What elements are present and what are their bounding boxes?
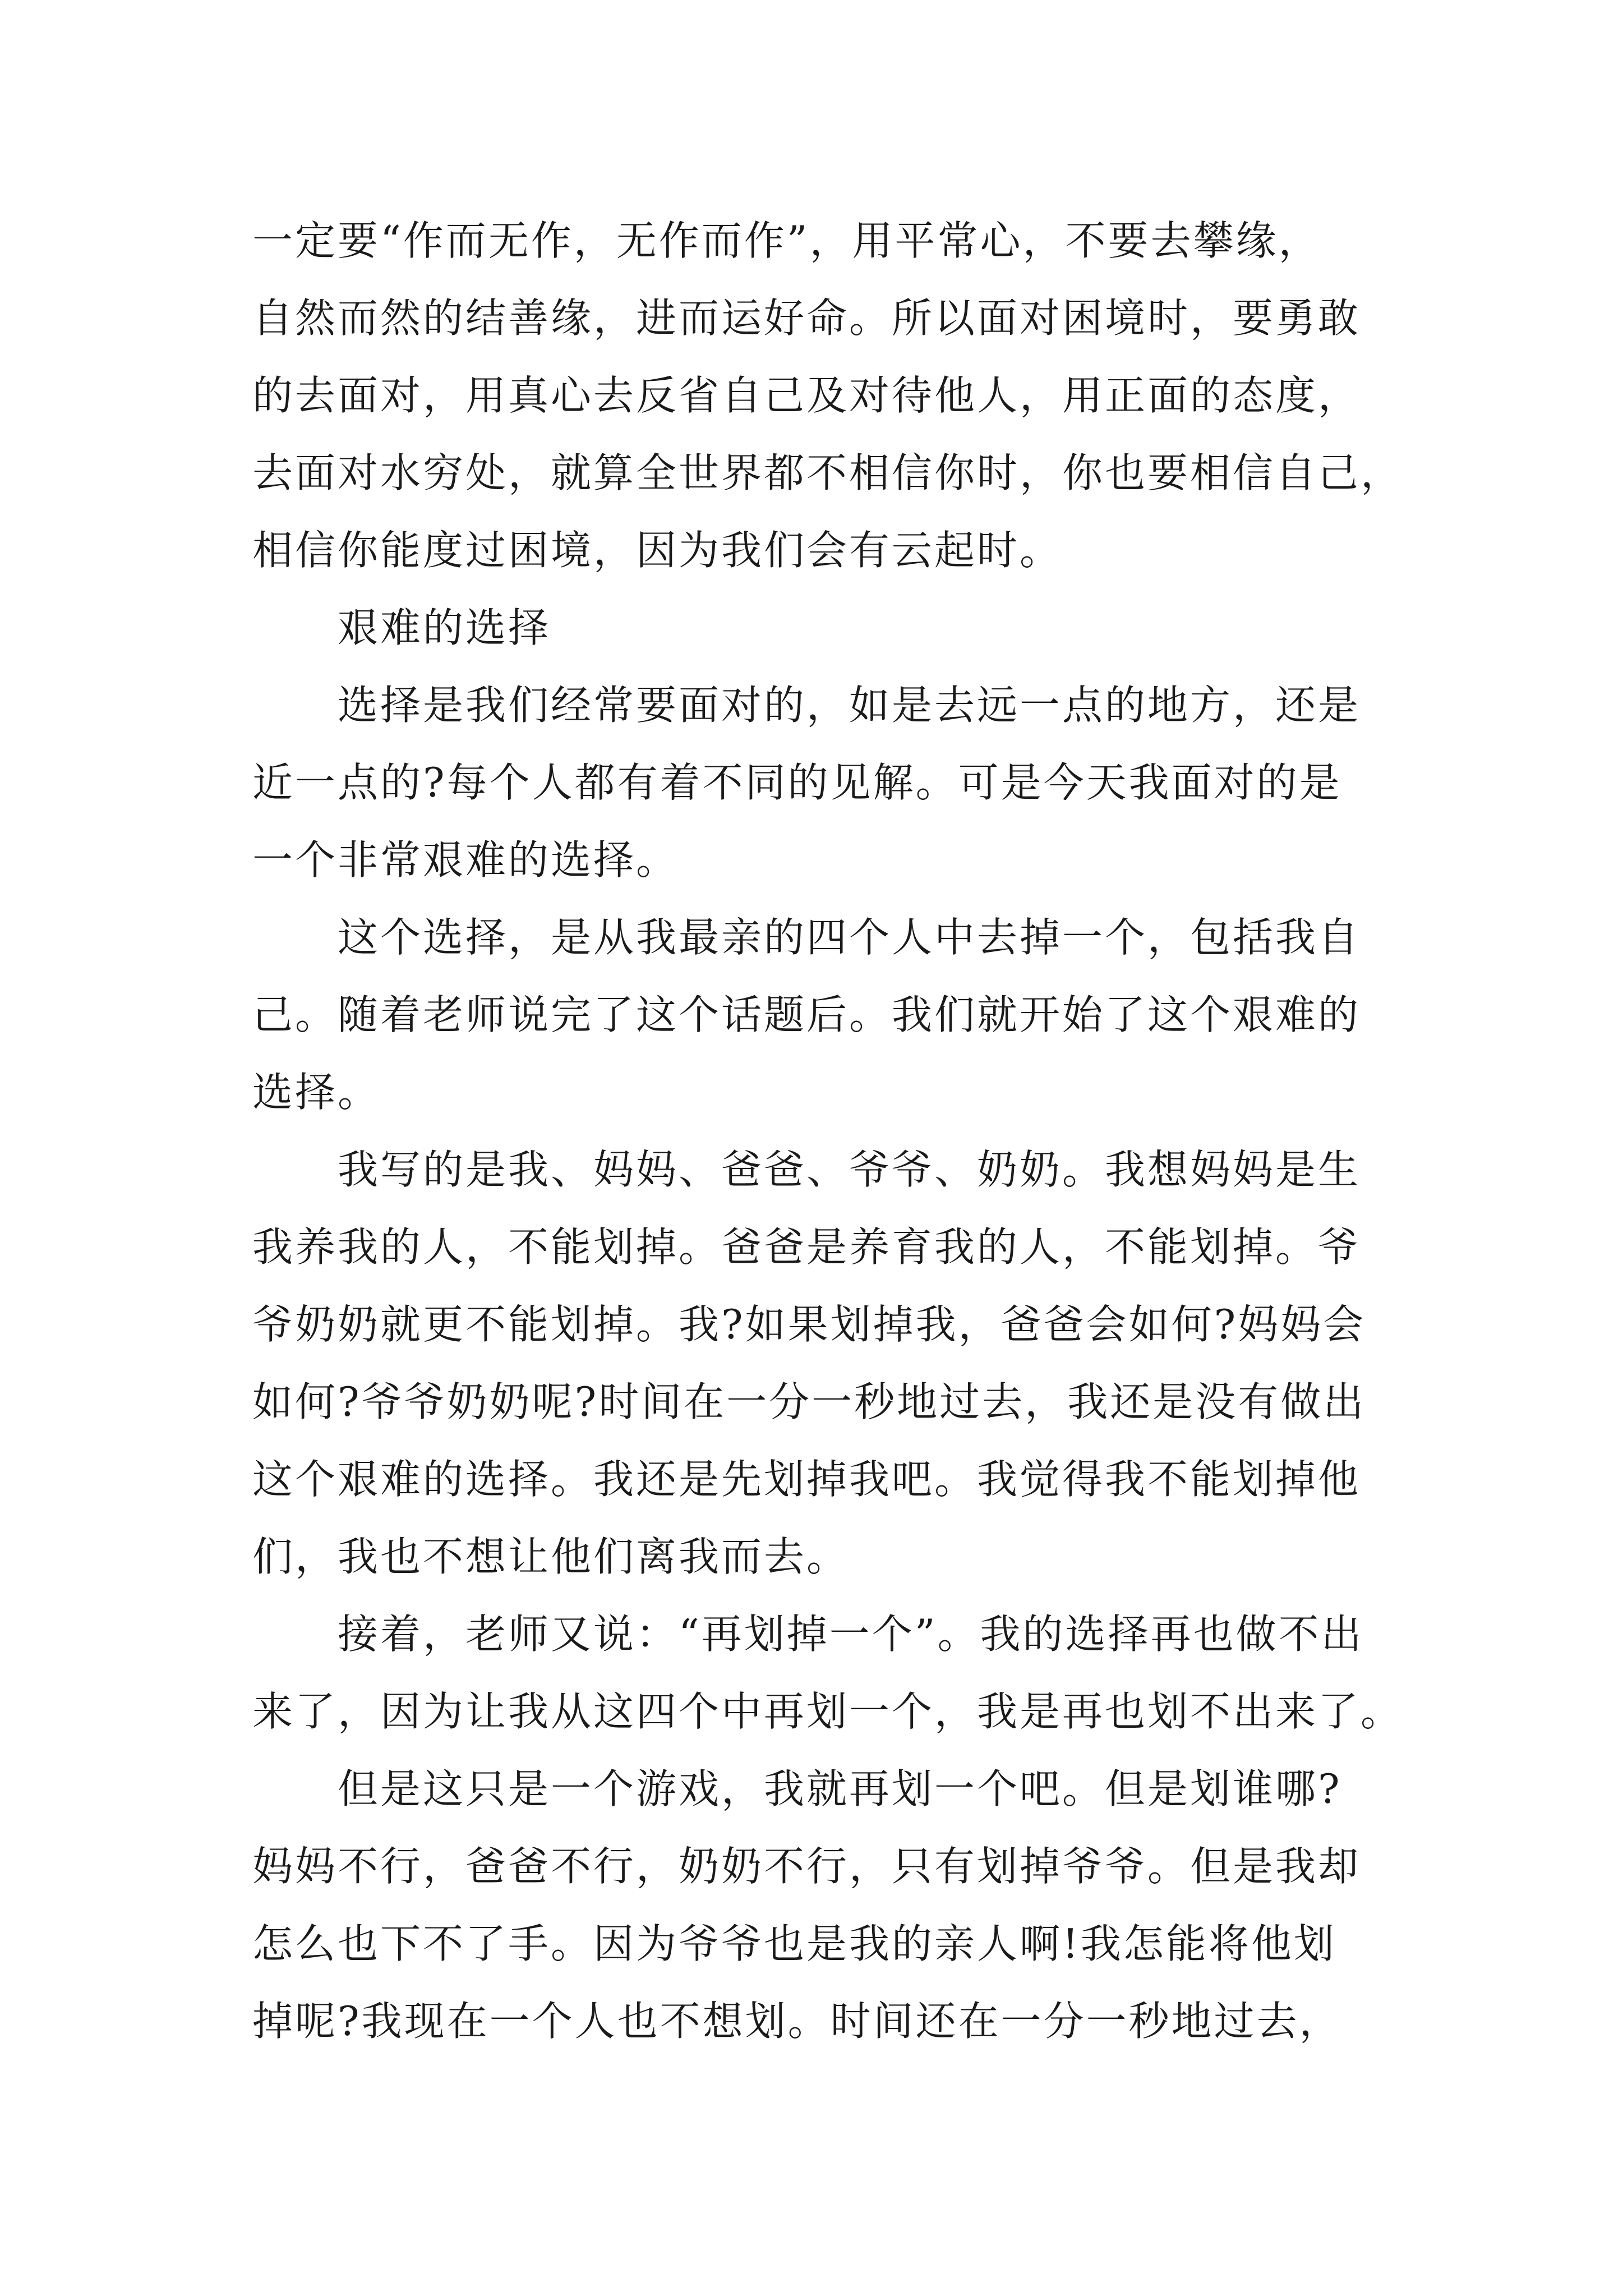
text-line: 的去面对，用真心去反省自己及对待他人，用正面的态度， (252, 372, 1361, 419)
text-line: 来了，因为让我从这四个中再划一个，我是再也划不出来了。 (252, 1688, 1404, 1735)
text-line: 我养我的人，不能划掉。爸爸是养育我的人，不能划掉。爷 (252, 1223, 1361, 1271)
text-line: 我写的是我、妈妈、爸爸、爷爷、奶奶。我想妈妈是生 (338, 1146, 1361, 1193)
text-line: 但是这只是一个游戏，我就再划一个吧。但是划谁哪? (338, 1765, 1342, 1812)
text-line: 怎么也下不了手。因为爷爷也是我的亲人啊!我怎能将他划 (252, 1920, 1336, 1967)
text-line: 去面对水穷处，就算全世界都不相信你时，你也要相信自己， (252, 449, 1404, 496)
document-body (252, 202, 1402, 2060)
section-heading: 艰难的选择 (338, 604, 551, 651)
text-line: 近一点的?每个人都有着不同的见解。可是今天我面对的是 (252, 759, 1342, 806)
text-line: 选择是我们经常要面对的，如是去远一点的地方，还是 (338, 682, 1361, 729)
text-line: 如何?爷爷奶奶呢?时间在一分一秒地过去，我还是没有做出 (252, 1378, 1366, 1425)
text-line: 相信你能度过困境，因为我们会有云起时。 (252, 527, 1063, 574)
text-line: 一个非常艰难的选择。 (252, 836, 679, 884)
text-line: 这个选择，是从我最亲的四个人中去掉一个，包括我自 (338, 914, 1361, 961)
text-line: 妈妈不行，爸爸不行，奶奶不行，只有划掉爷爷。但是我却 (252, 1843, 1361, 1890)
text-line: 一定要“作而无作，无作而作”，用平常心，不要去攀缘， (252, 217, 1321, 264)
text-line: 选择。 (252, 1069, 381, 1116)
text-line: 们，我也不想让他们离我而去。 (252, 1533, 850, 1580)
text-line: 爷奶奶就更不能划掉。我?如果划掉我，爸爸会如何?妈妈会 (252, 1301, 1366, 1348)
text-line: 自然而然的结善缘，进而运好命。所以面对困境时，要勇敢 (252, 295, 1361, 342)
text-line: 接着，老师又说：“再划掉一个”。我的选择再也做不出 (338, 1611, 1364, 1658)
text-line: 己。随着老师说完了这个话题后。我们就开始了这个艰难的 (252, 991, 1361, 1038)
text-line: 掉呢?我现在一个人也不想划。时间还在一分一秒地过去， (252, 1998, 1342, 2045)
text-line: 这个艰难的选择。我还是先划掉我吧。我觉得我不能划掉他 (252, 1456, 1361, 1503)
